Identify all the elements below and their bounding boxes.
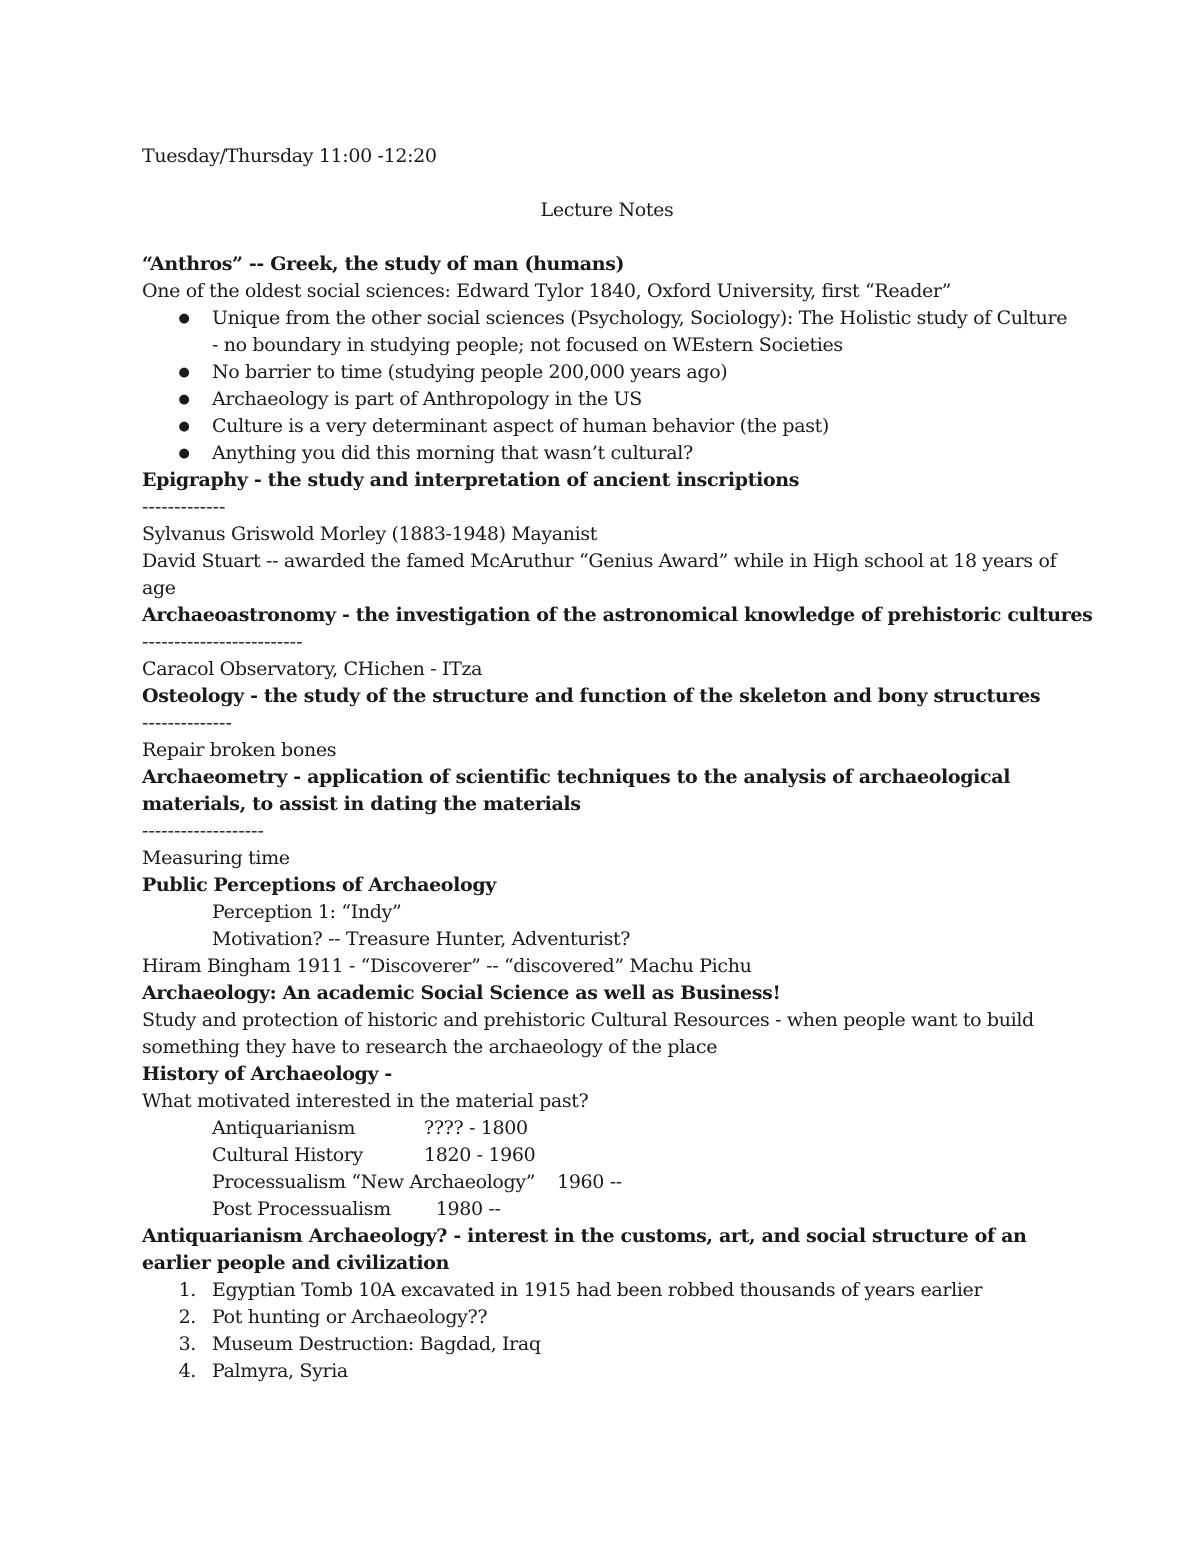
document-title: Lecture Notes: [540, 199, 674, 221]
anthros-bullet-list: [142, 305, 1072, 467]
archaeoastronomy-divider: -------------------------: [142, 631, 303, 653]
archaeometry-heading: Archaeometry - application of scientific techniques to the analysis of archaeological materials, to assist in dating the materials: [142, 766, 1011, 815]
bullet-icon: ●: [178, 392, 190, 407]
archaeometry-divider: -------------------: [142, 820, 264, 842]
archaeometry-text: Measuring time: [142, 847, 290, 869]
list-item-text: Palmyra, Syria: [212, 1360, 348, 1382]
epigraphy-line: David Stuart -- awarded the famed McAruthur “Genius Award” while in High school at 18 years of age: [142, 550, 1057, 599]
period-row: [212, 1169, 1072, 1196]
archaeoastronomy-heading: Archaeoastronomy - the investigation of the astronomical knowledge of prehistoric cultures: [142, 604, 1093, 626]
list-item-text: Unique from the other social sciences (Psychology, Sociology): The Holistic study of Culture - no boundary in studying people; not focused on WEstern Societies: [212, 307, 1068, 356]
period-dates: ???? - 1800: [424, 1117, 528, 1139]
period-name: Cultural History: [212, 1144, 363, 1166]
bullet-icon: ●: [178, 419, 190, 434]
schedule-line: Tuesday/Thursday 11:00 -12:20: [142, 145, 437, 167]
period-name: Antiquarianism: [212, 1117, 356, 1139]
period-dates: 1960 --: [557, 1171, 622, 1193]
list-item-text: Archaeology is part of Anthropology in the US: [212, 388, 642, 410]
list-item: [142, 1358, 1072, 1385]
period-row: [212, 1142, 1072, 1169]
period-row: [212, 1115, 1072, 1142]
epigraphy-line: Sylvanus Griswold Morley (1883-1948) Mayanist: [142, 523, 598, 545]
bullet-icon: ●: [178, 311, 190, 326]
bullet-icon: ●: [178, 365, 190, 380]
period-dates: 1980 --: [435, 1198, 501, 1220]
perceptions-indented-line: Perception 1: “Indy”: [212, 901, 402, 923]
perceptions-indented-line: Motivation? -- Treasure Hunter, Adventurist?: [212, 928, 631, 950]
history-periods-table: [142, 1115, 1072, 1223]
epigraphy-heading: Epigraphy - the study and interpretation of ancient inscriptions: [142, 469, 800, 491]
history-heading: History of Archaeology -: [142, 1063, 392, 1085]
perceptions-text: Hiram Bingham 1911 - “Discoverer” -- “discovered” Machu Pichu: [142, 955, 752, 977]
epigraphy-divider: -------------: [142, 496, 226, 518]
list-number: 2.: [178, 1306, 196, 1328]
list-item-text: Museum Destruction: Bagdad, Iraq: [212, 1333, 541, 1355]
list-item-text: Anything you did this morning that wasn’t cultural?: [212, 442, 693, 464]
list-item: [142, 1331, 1072, 1358]
archaeoastronomy-text: Caracol Observatory, CHichen - ITza: [142, 658, 483, 680]
list-item: [142, 305, 1072, 359]
list-number: 4.: [178, 1360, 196, 1382]
bullet-icon: ●: [178, 446, 190, 461]
list-item-text: Culture is a very determinant aspect of human behavior (the past): [212, 415, 829, 437]
period-row: [212, 1196, 1072, 1223]
list-item: [142, 1304, 1072, 1331]
list-item: [142, 359, 1072, 386]
list-number: 3.: [178, 1333, 196, 1355]
period-dates: 1820 - 1960: [424, 1144, 536, 1166]
perceptions-heading: Public Perceptions of Archaeology: [142, 874, 496, 896]
list-item: [142, 440, 1072, 467]
anthros-heading: “Anthros” -- Greek, the study of man (humans): [142, 253, 625, 275]
list-number: 1.: [178, 1279, 196, 1301]
document-page: [142, 143, 1093, 1385]
list-item: [142, 1277, 1072, 1304]
business-heading: Archaeology: An academic Social Science as well as Business!: [142, 982, 781, 1004]
period-name: Post Processualism: [212, 1198, 391, 1220]
list-item: [142, 413, 1072, 440]
list-item-text: Pot hunting or Archaeology??: [212, 1306, 488, 1328]
osteology-text: Repair broken bones: [142, 739, 337, 761]
anthros-intro: One of the oldest social sciences: Edward Tylor 1840, Oxford University, first “Reader”: [142, 280, 952, 302]
osteology-divider: --------------: [142, 712, 232, 734]
antiquarianism-heading: Antiquarianism Archaeology? - interest in the customs, art, and social structure of an earlier people and civilization: [142, 1225, 1027, 1274]
antiquarianism-numbered-list: [142, 1277, 1072, 1385]
list-item-text: Egyptian Tomb 10A excavated in 1915 had been robbed thousands of years earlier: [212, 1279, 983, 1301]
list-item: [142, 386, 1072, 413]
history-question: What motivated interested in the material past?: [142, 1090, 589, 1112]
list-item-text: No barrier to time (studying people 200,000 years ago): [212, 361, 728, 383]
business-text: Study and protection of historic and prehistoric Cultural Resources - when people want to build something they have to research the archaeology of the place: [142, 1009, 1034, 1058]
osteology-heading: Osteology - the study of the structure and function of the skeleton and bony structures: [142, 685, 1041, 707]
period-name: Processualism “New Archaeology”: [212, 1171, 536, 1193]
